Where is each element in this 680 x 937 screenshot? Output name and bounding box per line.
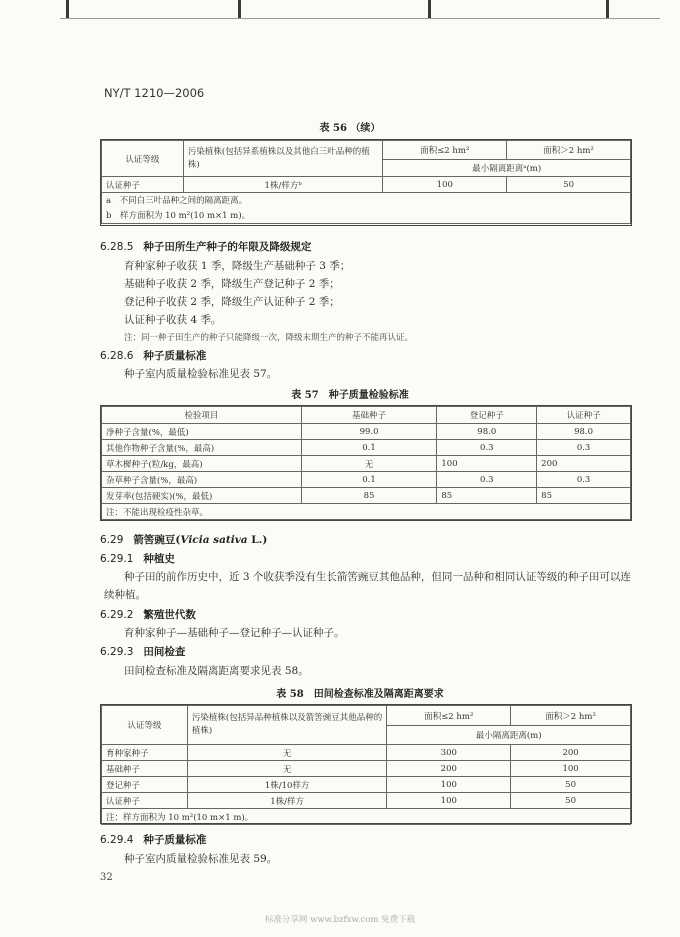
table-footnote: b 样方面积为 10 m²(10 m×1 m)。 — [102, 208, 631, 224]
paragraph: 种子田的前作历史中，近 3 个收获季没有生长箭筈豌豆其他品种，但同一品种和相同认证等级的种子田可以连续种植。 — [104, 571, 631, 601]
scan-top-border — [60, 0, 660, 19]
scan-tick-mark — [606, 0, 609, 18]
table-cell: 0.3 — [437, 472, 537, 488]
paragraph-line: 种子室内质量检验标准见表 57。 — [124, 368, 278, 380]
table-cell: 基础种子 — [102, 761, 188, 777]
table-footnote: a 不同白三叶品种之间的隔离距离。 — [102, 193, 631, 208]
table-cell: 0.3 — [537, 472, 631, 488]
table-cell: 0.3 — [537, 440, 631, 456]
table-header-cell: 面积＞2 hm² — [511, 706, 631, 726]
table-row — [102, 793, 631, 809]
table-footnote: 注：不能出现检疫性杂草。 — [102, 504, 631, 520]
table-header-cell: 检验项目 — [102, 407, 302, 424]
table-header-cell: 最小隔离距离ᵃ(m) — [383, 160, 631, 177]
table-cell: 草木樨种子(粒/kg，最高) — [102, 456, 302, 472]
table-row — [102, 488, 631, 504]
table-cell: 1株/样方 — [187, 793, 387, 809]
table-cell: 50 — [507, 177, 631, 193]
paragraph-line: 田间检查标准及隔离距离要求见表 58。 — [124, 665, 309, 677]
table-row — [102, 456, 631, 472]
scan-tick-mark — [238, 0, 241, 18]
table-cell: 100 — [511, 761, 631, 777]
scan-tick-mark — [66, 0, 69, 18]
table-cell: 认证种子 — [102, 177, 184, 193]
paragraph-line: 育种家种子—基础种子—登记种子—认证种子。 — [124, 627, 345, 639]
table-cell: 0.1 — [301, 472, 437, 488]
table-cell: 无 — [187, 745, 387, 761]
table-cell: 50 — [511, 793, 631, 809]
table-header-cell: 登记种子 — [437, 407, 537, 424]
section-heading-6-29-3: 6.29.3 田间检查 — [100, 646, 186, 658]
table-cell: 登记种子 — [102, 777, 188, 793]
section-heading-6-28-5: 6.28.5 种子田所生产种子的年限及降级规定 — [100, 241, 312, 253]
table-cell: 1株/样方ᵇ — [183, 177, 383, 193]
table-header-cell: 污染植株(包括异品种植株以及箭筈豌豆其他品种的植株) — [187, 706, 387, 745]
table-cell: 200 — [511, 745, 631, 761]
table-cell: 100 — [387, 777, 511, 793]
table-cell: 100 — [387, 793, 511, 809]
table-row — [102, 472, 631, 488]
table-row — [102, 761, 631, 777]
table-header-cell: 污染植株(包括异系植株以及其他白三叶品种的植株) — [183, 141, 383, 177]
table-cell: 杂草种子含量(%，最高) — [102, 472, 302, 488]
page-number: 32 — [100, 872, 113, 883]
paragraph-line: 种子室内质量检验标准见表 59。 — [124, 853, 278, 865]
table-cell: 净种子含量(%，最低) — [102, 424, 302, 440]
table-cell: 育种家种子 — [102, 745, 188, 761]
table-56-caption: 表 56 （续） — [319, 123, 381, 134]
table-cell: 85 — [437, 488, 537, 504]
table-cell: 98.0 — [437, 424, 537, 440]
table-cell: 1株/10样方 — [187, 777, 387, 793]
table-56 — [101, 140, 631, 224]
paragraph-line: 登记种子收获 2 季，降级生产认证种子 2 季； — [124, 296, 340, 308]
table-cell: 200 — [387, 761, 511, 777]
table-header-cell: 面积≤2 hm² — [387, 706, 511, 726]
paragraph-line: 育种家种子收获 1 季，降级生产基础种子 3 季； — [124, 260, 351, 272]
table-row — [102, 424, 631, 440]
standard-header: NY/T 1210—2006 — [104, 86, 205, 100]
section-heading-6-29: 6.29 箭筈豌豆(Vicia sativa L.) — [100, 534, 268, 546]
table-58 — [101, 705, 631, 825]
table-header-cell: 认证等级 — [102, 706, 188, 745]
table-cell: 0.1 — [301, 440, 437, 456]
table-cell: 无 — [187, 761, 387, 777]
table-row — [102, 440, 631, 456]
paragraph-line: 认证种子收获 4 季。 — [124, 314, 222, 326]
table-cell: 100 — [437, 456, 537, 472]
table-row — [102, 745, 631, 761]
table-cell: 50 — [511, 777, 631, 793]
scan-tick-mark — [428, 0, 431, 18]
table-cell: 85 — [301, 488, 437, 504]
table-cell: 其他作物种子含量(%，最高) — [102, 440, 302, 456]
table-57-caption: 表 57 种子质量检验标准 — [291, 390, 409, 401]
table-cell: 200 — [537, 456, 631, 472]
section-heading-6-29-1: 6.29.1 种植史 — [100, 553, 175, 565]
table-cell: 300 — [387, 745, 511, 761]
section-note: 注：同一种子田生产的种子只能降级一次，降级末期生产的种子不能再认证。 — [124, 333, 414, 343]
table-cell: 98.0 — [537, 424, 631, 440]
table-header-cell: 面积＞2 hm² — [507, 141, 631, 160]
watermark-footer: 标准分享网 www.bzfxw.com 免费下载 — [264, 915, 416, 925]
table-cell: 100 — [383, 177, 507, 193]
table-header-cell: 最小隔离距离(m) — [387, 726, 631, 745]
table-header-cell: 认证种子 — [537, 407, 631, 424]
table-cell: 0.3 — [437, 440, 537, 456]
table-cell: 发芽率(包括硬实)(%，最低) — [102, 488, 302, 504]
table-footnote: 注：样方面积为 10 m²(10 m×1 m)。 — [102, 809, 631, 825]
table-cell: 无 — [301, 456, 437, 472]
table-cell: 85 — [537, 488, 631, 504]
table-row — [102, 777, 631, 793]
table-header-cell: 基础种子 — [301, 407, 437, 424]
table-57 — [101, 406, 631, 520]
table-header-cell: 面积≤2 hm² — [383, 141, 507, 160]
table-cell: 99.0 — [301, 424, 437, 440]
section-heading-6-29-2: 6.29.2 繁殖世代数 — [100, 609, 196, 621]
table-header-cell: 认证等级 — [102, 141, 184, 177]
paragraph-line: 基础种子收获 2 季，降级生产登记种子 2 季； — [124, 278, 340, 290]
section-heading-6-29-4: 6.29.4 种子质量标准 — [100, 834, 207, 846]
table-58-caption: 表 58 田间检查标准及隔离距离要求 — [276, 689, 444, 700]
table-cell: 认证种子 — [102, 793, 188, 809]
section-heading-6-28-6: 6.28.6 种子质量标准 — [100, 350, 207, 362]
